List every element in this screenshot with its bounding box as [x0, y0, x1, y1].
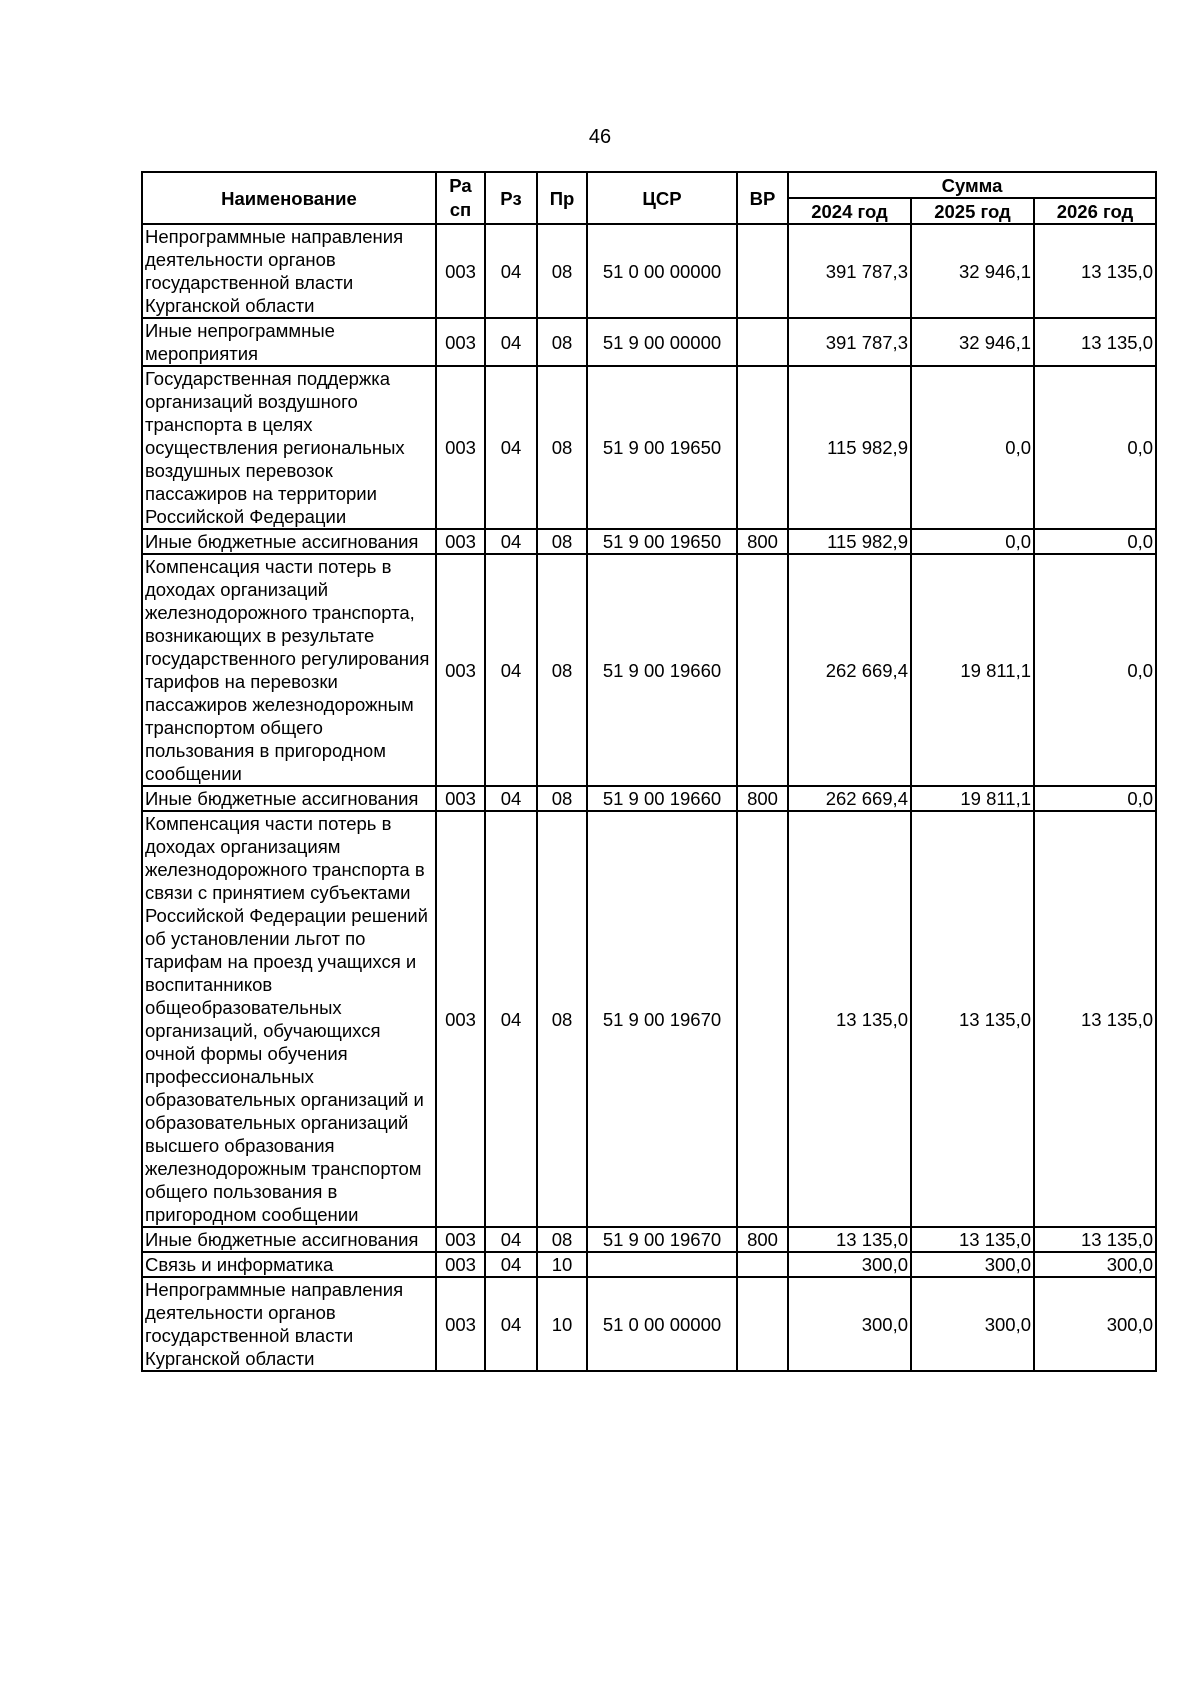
header-name: Наименование [142, 172, 436, 224]
cell-csr: 51 9 00 19660 [587, 554, 737, 786]
cell-csr: 51 9 00 19670 [587, 811, 737, 1227]
cell-pr: 08 [537, 366, 587, 529]
cell-csr: 51 9 00 19650 [587, 366, 737, 529]
cell-y2025: 0,0 [911, 529, 1034, 554]
table-row [142, 224, 1156, 318]
cell-y2026: 300,0 [1034, 1252, 1156, 1277]
cell-y2024: 13 135,0 [788, 1227, 911, 1252]
cell-y2025: 0,0 [911, 366, 1034, 529]
cell-rasp: 003 [436, 1277, 485, 1371]
cell-y2025: 32 946,1 [911, 224, 1034, 318]
cell-rasp: 003 [436, 529, 485, 554]
cell-csr: 51 9 00 00000 [587, 318, 737, 366]
cell-rz: 04 [485, 318, 537, 366]
table-row [142, 786, 1156, 811]
cell-rz: 04 [485, 554, 537, 786]
table-row [142, 1252, 1156, 1277]
cell-y2024: 300,0 [788, 1252, 911, 1277]
cell-csr: 51 9 00 19660 [587, 786, 737, 811]
cell-name: Компенсация части потерь в доходах организаций железнодорожного транспорта, возникающих в результате государственного регулирования тарифов на перевозки пассажиров железнодорожным транспортом общего пользования в пригородном сообщении [142, 554, 436, 786]
cell-y2025: 19 811,1 [911, 786, 1034, 811]
cell-name: Компенсация части потерь в доходах организациям железнодорожного транспорта в связи с принятием субъектами Российской Федерации решений об установлении льгот по тарифам на проезд учащихся и воспитанников общеобразовательных организаций, обучающихся очной формы обучения профессиональных образовательных организаций и образовательных организаций высшего образования железнодорожным транспортом общего пользования в пригородном сообщении [142, 811, 436, 1227]
cell-y2024: 262 669,4 [788, 554, 911, 786]
cell-vr [737, 811, 788, 1227]
cell-csr [587, 1252, 737, 1277]
cell-csr: 51 0 00 00000 [587, 224, 737, 318]
cell-vr [737, 1252, 788, 1277]
cell-rz: 04 [485, 786, 537, 811]
cell-y2026: 13 135,0 [1034, 318, 1156, 366]
cell-rz: 04 [485, 1227, 537, 1252]
table-row [142, 1277, 1156, 1371]
cell-csr: 51 9 00 19650 [587, 529, 737, 554]
cell-name: Иные бюджетные ассигнования [142, 529, 436, 554]
cell-name: Связь и информатика [142, 1252, 436, 1277]
header-vr: ВР [737, 172, 788, 224]
cell-name: Иные бюджетные ассигнования [142, 1227, 436, 1252]
cell-csr: 51 0 00 00000 [587, 1277, 737, 1371]
header-year-2025: 2025 год [911, 198, 1034, 224]
header-rasp: Ра сп [436, 172, 485, 224]
cell-y2025: 300,0 [911, 1252, 1034, 1277]
table-body [142, 224, 1156, 1371]
table-row [142, 811, 1156, 1227]
cell-name: Непрограммные направления деятельности органов государственной власти Курганской области [142, 1277, 436, 1371]
header-year-2024: 2024 год [788, 198, 911, 224]
header-sum: Сумма [788, 172, 1156, 198]
cell-rasp: 003 [436, 786, 485, 811]
cell-pr: 08 [537, 786, 587, 811]
cell-vr [737, 366, 788, 529]
cell-y2025: 13 135,0 [911, 811, 1034, 1227]
table-row [142, 366, 1156, 529]
cell-y2024: 300,0 [788, 1277, 911, 1371]
cell-y2024: 115 982,9 [788, 366, 911, 529]
cell-y2024: 391 787,3 [788, 318, 911, 366]
cell-vr [737, 554, 788, 786]
header-csr: ЦСР [587, 172, 737, 224]
cell-rz: 04 [485, 224, 537, 318]
cell-pr: 10 [537, 1252, 587, 1277]
budget-table [141, 171, 1157, 1372]
cell-y2024: 391 787,3 [788, 224, 911, 318]
cell-pr: 10 [537, 1277, 587, 1371]
cell-rz: 04 [485, 811, 537, 1227]
cell-pr: 08 [537, 529, 587, 554]
cell-y2026: 0,0 [1034, 786, 1156, 811]
cell-y2024: 13 135,0 [788, 811, 911, 1227]
cell-name: Иные бюджетные ассигнования [142, 786, 436, 811]
cell-rz: 04 [485, 366, 537, 529]
cell-y2026: 13 135,0 [1034, 811, 1156, 1227]
cell-pr: 08 [537, 811, 587, 1227]
cell-y2024: 262 669,4 [788, 786, 911, 811]
cell-pr: 08 [537, 224, 587, 318]
cell-vr [737, 318, 788, 366]
table-row [142, 554, 1156, 786]
cell-vr [737, 224, 788, 318]
cell-rasp: 003 [436, 224, 485, 318]
cell-vr: 800 [737, 1227, 788, 1252]
cell-pr: 08 [537, 554, 587, 786]
cell-vr: 800 [737, 786, 788, 811]
cell-y2025: 300,0 [911, 1277, 1034, 1371]
cell-csr: 51 9 00 19670 [587, 1227, 737, 1252]
cell-y2025: 19 811,1 [911, 554, 1034, 786]
header-pr: Пр [537, 172, 587, 224]
cell-rz: 04 [485, 1252, 537, 1277]
cell-y2024: 115 982,9 [788, 529, 911, 554]
table-row [142, 1227, 1156, 1252]
cell-y2026: 13 135,0 [1034, 1227, 1156, 1252]
cell-rasp: 003 [436, 1252, 485, 1277]
cell-y2026: 0,0 [1034, 366, 1156, 529]
cell-pr: 08 [537, 1227, 587, 1252]
table-row [142, 318, 1156, 366]
cell-vr [737, 1277, 788, 1371]
cell-y2025: 13 135,0 [911, 1227, 1034, 1252]
cell-y2025: 32 946,1 [911, 318, 1034, 366]
cell-rasp: 003 [436, 1227, 485, 1252]
cell-vr: 800 [737, 529, 788, 554]
cell-rasp: 003 [436, 811, 485, 1227]
table-row [142, 529, 1156, 554]
cell-rasp: 003 [436, 366, 485, 529]
header-rz: Рз [485, 172, 537, 224]
page-number: 46 [588, 126, 612, 148]
cell-name: Иные непрограммные мероприятия [142, 318, 436, 366]
cell-rz: 04 [485, 529, 537, 554]
cell-y2026: 300,0 [1034, 1277, 1156, 1371]
header-year-2026: 2026 год [1034, 198, 1156, 224]
cell-name: Непрограммные направления деятельности органов государственной власти Курганской области [142, 224, 436, 318]
cell-y2026: 0,0 [1034, 554, 1156, 786]
cell-name: Государственная поддержка организаций воздушного транспорта в целях осуществления региональных воздушных перевозок пассажиров на территории Российской Федерации [142, 366, 436, 529]
cell-rasp: 003 [436, 318, 485, 366]
cell-y2026: 0,0 [1034, 529, 1156, 554]
cell-rasp: 003 [436, 554, 485, 786]
cell-rz: 04 [485, 1277, 537, 1371]
cell-y2026: 13 135,0 [1034, 224, 1156, 318]
cell-pr: 08 [537, 318, 587, 366]
